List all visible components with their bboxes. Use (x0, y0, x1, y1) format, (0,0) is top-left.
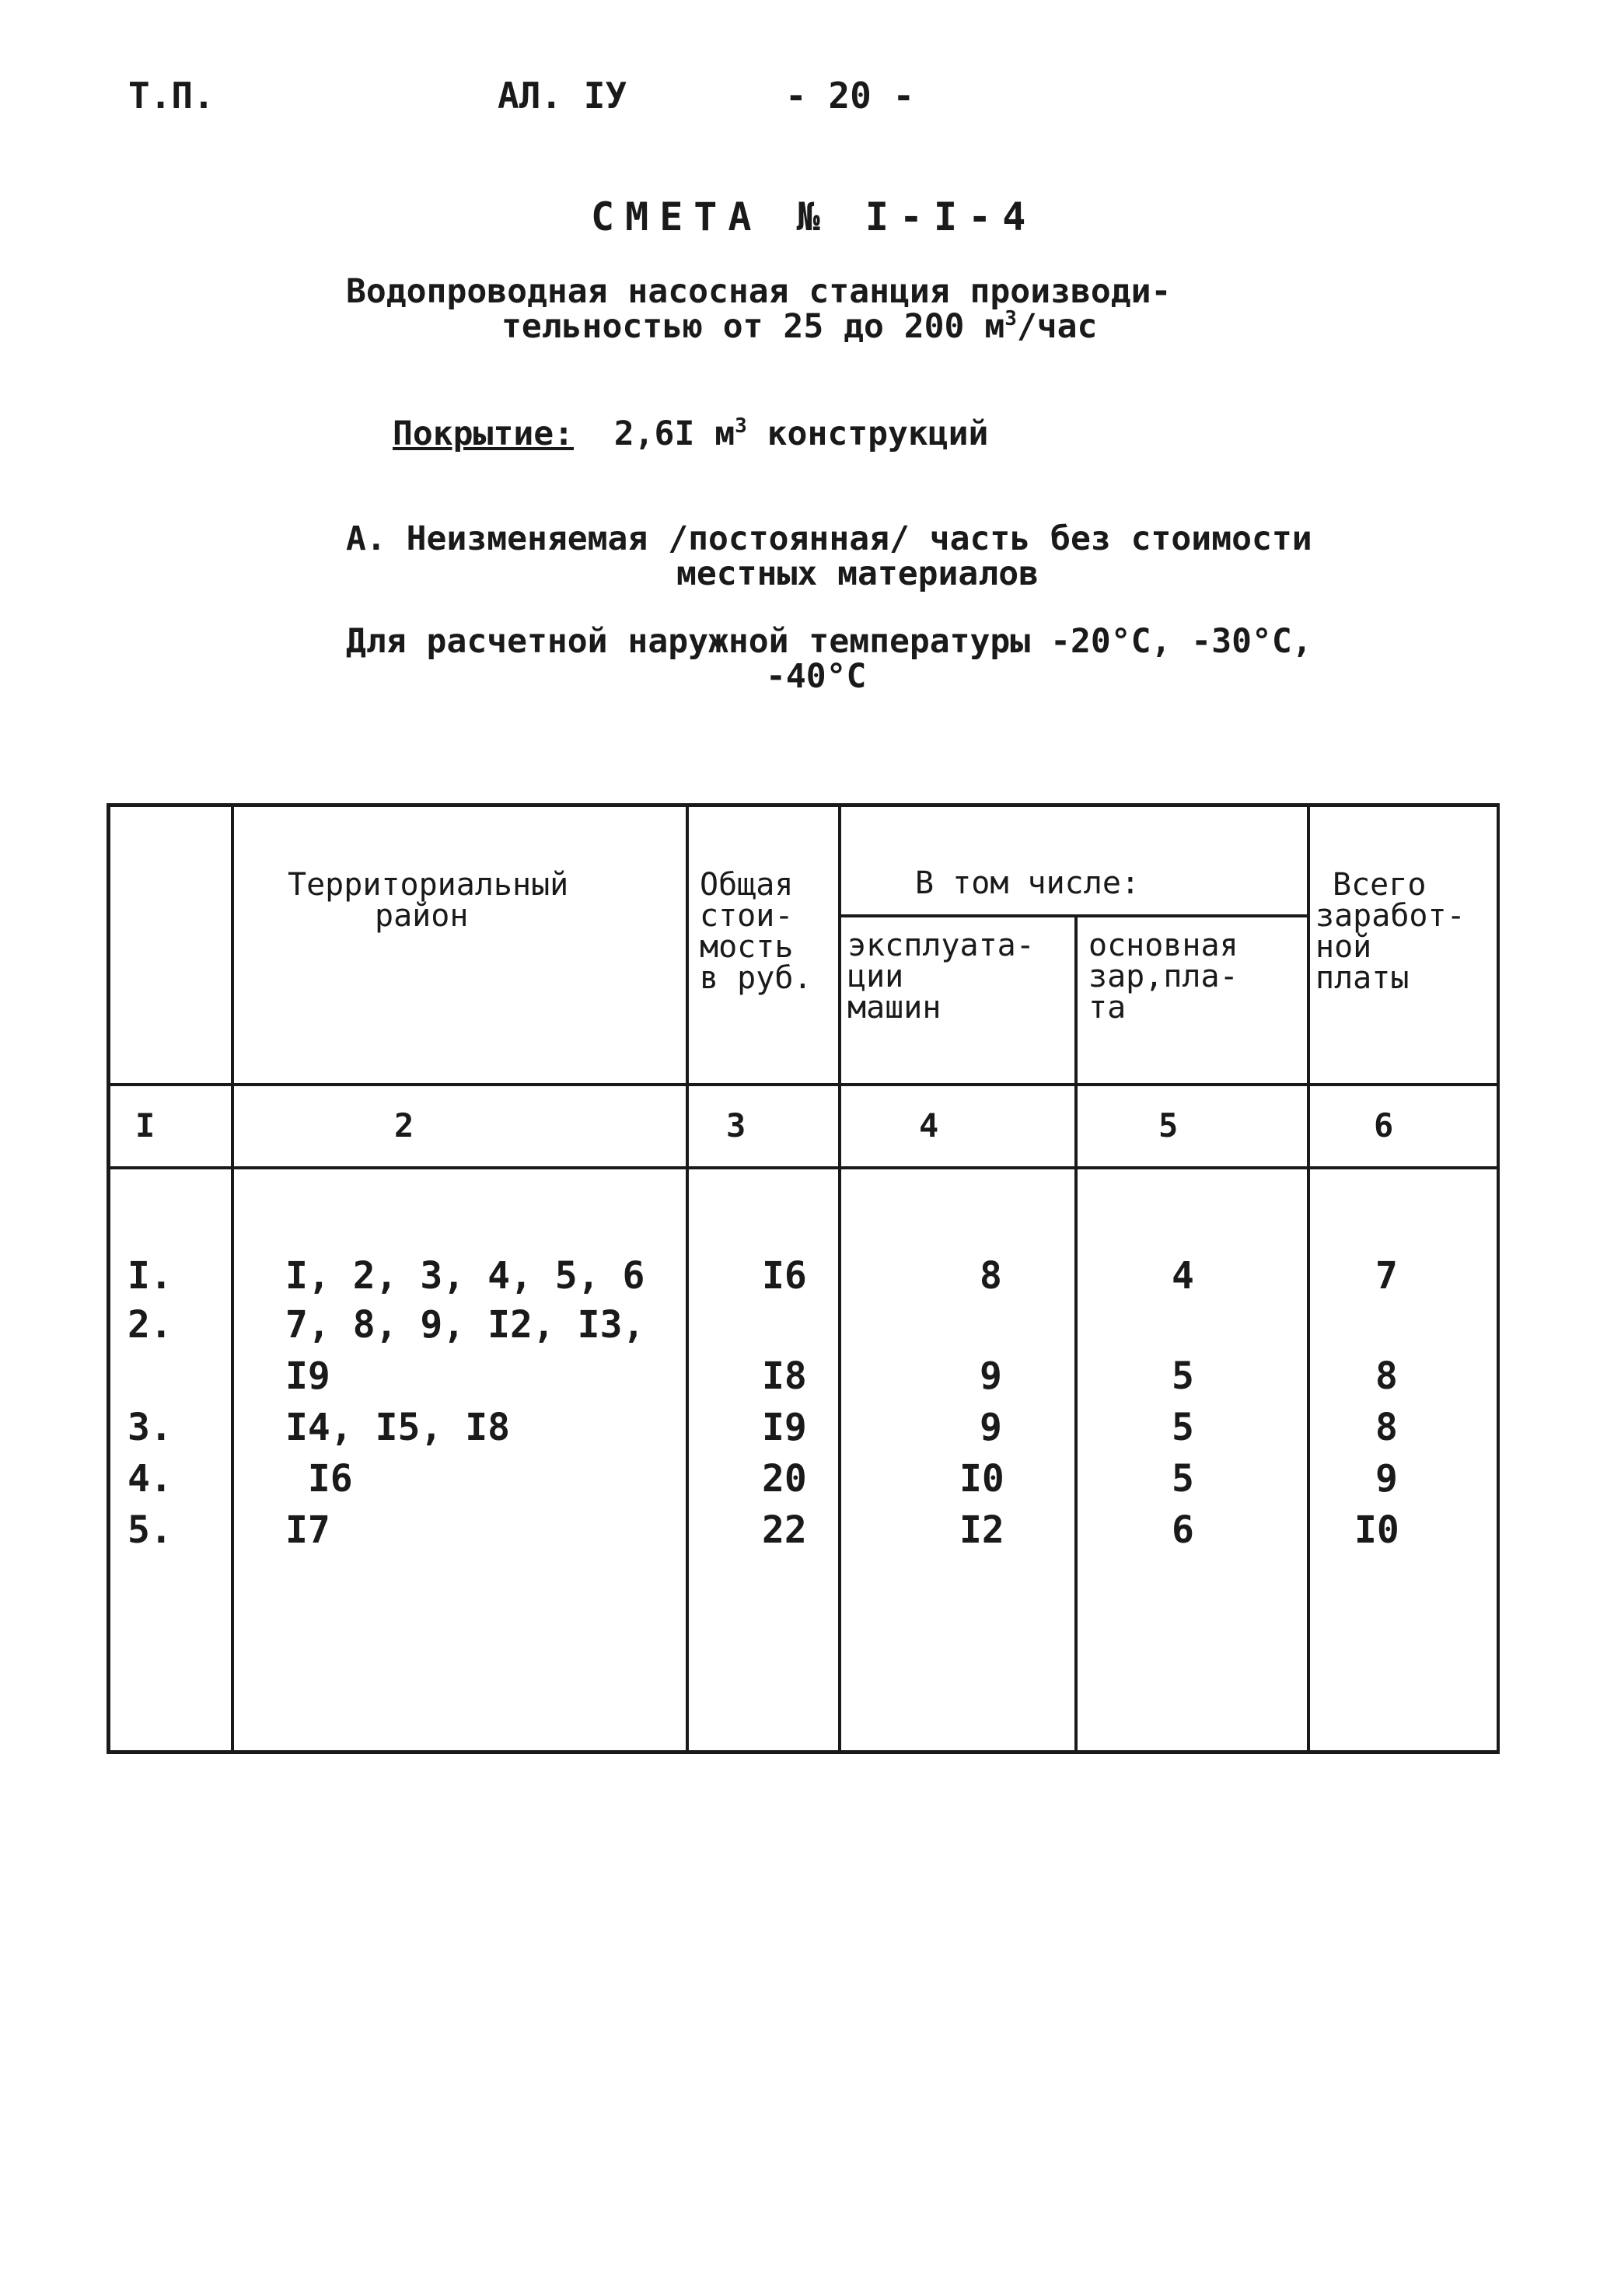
header-col3-line2: стои- (700, 898, 794, 934)
estimate-table (107, 803, 1500, 1754)
page-number: - 20 - (785, 75, 915, 117)
row4-wage: 5 (1172, 1457, 1194, 1501)
table-rule-v2 (686, 807, 689, 1750)
column-number-5: 5 (1158, 1106, 1179, 1145)
coverage-line (393, 414, 988, 453)
subtitle-line-2 (501, 307, 1097, 346)
row1-region: I, 2, 3, 4, 5, 6 (285, 1254, 645, 1298)
header-col2-line1: Территориальный (288, 867, 569, 903)
temperature-line-1: Для расчетной наружной температуры -20°С, -30°С, (346, 622, 1312, 661)
row3-number: 3. (128, 1406, 173, 1449)
row4-total: 20 (762, 1457, 807, 1501)
row5-wage: 6 (1172, 1508, 1194, 1552)
coverage-unit: конструкций (746, 414, 989, 453)
row5-region: I7 (285, 1508, 330, 1552)
table-rule-group (838, 914, 1310, 917)
row4-all-wage: 9 (1375, 1457, 1398, 1501)
header-col4-line3: машин (847, 990, 941, 1026)
table-rule-v3 (838, 807, 841, 1750)
coverage-value: 2,6I м (613, 414, 735, 453)
table-rule-numbers (110, 1166, 1497, 1169)
row1-number: I. (128, 1254, 173, 1298)
header-col3-line3: мость (700, 929, 794, 965)
subtitle-superscript: 3 (1004, 307, 1017, 330)
header-col2-line2: район (375, 898, 469, 934)
header-col6-line3: ной (1315, 929, 1372, 965)
row2-machines: 9 (980, 1354, 1002, 1398)
row3-all-wage: 8 (1375, 1406, 1398, 1449)
row5-machines: I2 (959, 1508, 1004, 1552)
row1-wage: 4 (1172, 1254, 1194, 1298)
table-rule-v5 (1307, 807, 1310, 1750)
coverage-label: Покрытие: (393, 414, 574, 453)
header-col6-line1: Всего (1333, 867, 1427, 903)
header-col5-line1: основная (1088, 928, 1238, 963)
header-left: Т.П. (128, 75, 215, 117)
header-col3-line4: в руб. (700, 960, 812, 996)
row3-region: I4, I5, I8 (285, 1406, 510, 1449)
temperature-line-2: -40°С (766, 657, 867, 696)
section-line-1: А. Неизменяемая /постоянная/ часть без стоимости (346, 519, 1312, 558)
column-number-4: 4 (919, 1106, 939, 1145)
row3-total: I9 (762, 1406, 807, 1449)
column-number-6: 6 (1374, 1106, 1394, 1145)
row1-all-wage: 7 (1375, 1254, 1398, 1298)
table-rule-v1 (231, 807, 234, 1750)
row4-region: I6 (285, 1457, 353, 1501)
row3-wage: 5 (1172, 1406, 1194, 1449)
column-number-2: 2 (394, 1106, 414, 1145)
row2-total: I8 (762, 1354, 807, 1398)
subtitle-line-2-text: тельностью от 25 до 200 м (501, 307, 1005, 346)
header-col6-line2: заработ- (1315, 898, 1466, 934)
column-number-3: 3 (726, 1106, 746, 1145)
row1-total: I6 (762, 1254, 807, 1298)
row4-machines: I0 (959, 1457, 1004, 1501)
row1-machines: 8 (980, 1254, 1002, 1298)
row5-total: 22 (762, 1508, 807, 1552)
header-group: В том числе: (915, 865, 1140, 901)
subtitle-line-2-unit: /час (1016, 307, 1098, 346)
table-rule-v4 (1074, 916, 1078, 1750)
subtitle-line-1: Водопроводная насосная станция производи- (346, 272, 1172, 311)
header-col5-line2: зар,пла- (1088, 959, 1238, 994)
row2-region-line1: 7, 8, 9, I2, I3, (285, 1303, 645, 1347)
section-line-2: местных материалов (676, 554, 1039, 593)
row2-all-wage: 8 (1375, 1354, 1398, 1398)
row5-all-wage: I0 (1354, 1508, 1399, 1552)
header-center: АЛ. IУ (498, 75, 627, 117)
header-col4-line1: эксплуата- (847, 928, 1035, 963)
table-rule-header (110, 1083, 1497, 1086)
coverage-superscript: 3 (735, 414, 747, 438)
header-col4-line2: ции (847, 959, 904, 994)
row4-number: 4. (128, 1457, 173, 1501)
column-number-1: I (135, 1106, 155, 1145)
row5-number: 5. (128, 1508, 173, 1552)
header-col3-line1: Общая (700, 867, 794, 903)
row2-number: 2. (128, 1303, 173, 1347)
row3-machines: 9 (980, 1406, 1002, 1449)
header-col6-line4: платы (1315, 960, 1410, 996)
header-col5-line3: та (1088, 990, 1127, 1026)
row2-wage: 5 (1172, 1354, 1194, 1398)
document-title: СМЕТА № I-I-4 (591, 194, 1037, 239)
row2-region-line2: I9 (285, 1354, 330, 1398)
